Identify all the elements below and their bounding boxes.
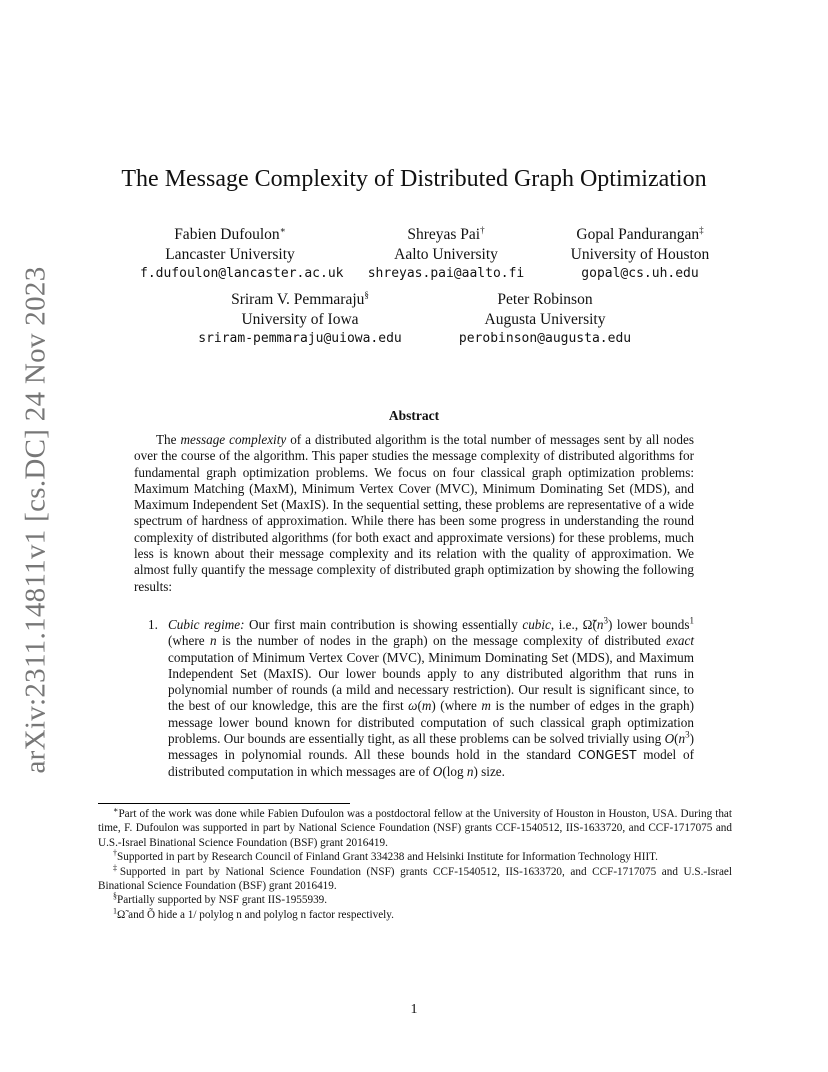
abstract-paragraph: The message complexity of a distributed algorithm is the total number of messages sent by all nodes over the course of the algorithm. This paper studies the message complexity of distributed algorithms for fundamental graph optimization problems. We focus on four classical graph optimization problems: Maximum Matching (MaxM), Minimum Vertex Cover (MVC), Minimum Dominating Set (MDS), and Maximum Independent Set (MaxIS). In the sequential setting, these problems are representative of a wide spectrum of hardness of approximation. While there has been some progress in understanding the round complexity of distributed algorithms (for both exact and approximate versions) for these problems, much less is known about their message complexity and its relation with the quality of approximation. We almost fully quantify the message complexity of distributed graph optimization by showing the following results: (134, 432, 694, 594)
author-email[interactable]: shreyas.pai@aalto.fi (367, 266, 525, 281)
author-footnote-mark: † (480, 224, 485, 235)
author-affiliation: Lancaster University (165, 245, 295, 263)
paper-title: The Message Complexity of Distributed Graph Optimization (121, 166, 707, 192)
author-name: Gopal Pandurangan (576, 226, 700, 243)
list-item-number: 1. (148, 617, 158, 632)
author-email[interactable]: f.dufoulon@lancaster.ac.uk (140, 266, 344, 281)
arxiv-side-label: arXiv:2311.14811v1 [cs.DC] 24 Nov 2023 (19, 266, 52, 774)
page-number: 1 (410, 1002, 418, 1017)
author-affiliation: University of Iowa (241, 310, 359, 328)
author-affiliation: University of Houston (570, 245, 710, 263)
footnote: $^1$Ω̃ and Õ hide a 1/ polylog n and polylog n factor respectively. (113, 906, 394, 921)
footnote: †Supported in part by Research Council of Finland Grant 334238 and Helsinki Institute for Information Technology HIIT. (113, 848, 658, 864)
congest-model: CONGEST (577, 748, 637, 763)
author-block-3 (550, 225, 730, 284)
author-footnote-mark: § (364, 289, 369, 300)
author-footnote-mark: ∗ (279, 224, 286, 235)
author-affiliation: Aalto University (394, 245, 498, 263)
author-name: Fabien Dufoulon (174, 226, 280, 243)
footnote: ‡Supported in part by National Science Foundation (NSF) grants CCF-1540512, IIS-1633720, and CCF-1717075 and U.S.-Israel Binational Science Foundation (BSF) grant 2016419. (98, 862, 733, 893)
author-block-5 (445, 290, 645, 349)
results-list (148, 617, 694, 780)
footnote-divider (98, 803, 350, 804)
author-block-2 (356, 225, 536, 284)
abstract-heading: Abstract (388, 408, 440, 423)
list-item: Cubic regime: Our first main contribution is showing essentially cubic, i.e., $\Omegã(n^3)$ lower bounds$^1$ (where n is the number of nodes in the graph) on the message complexity of distributed exact computation of Minimum Vertex Cover (MVC), Minimum Dominating Set (MDS), and Maximum Independent Set (MaxIS). Our lower bounds apply to any distributed algorithm that runs in polynomial number of rounds (a mild and necessary restriction). Our result is significant since, to the best of our knowledge, this are the first ω(m) (where m is the number of edges in the graph) message lower bound known for distributed computation of such classical graph optimization problems. Our bounds are essentially tight, as all these problems can be solved trivially using $O(n^3)$ messages in polynomial rounds. All these bounds hold in the standard CONGEST model of distributed computation in which messages are of O(log n) size. (168, 615, 694, 779)
footnote: §Partially supported by NSF grant IIS-1955939. (113, 891, 328, 907)
author-email[interactable]: gopal@cs.uh.edu (581, 266, 699, 281)
author-name: Shreyas Pai (407, 226, 481, 243)
footnote: ∗Part of the work was done while Fabien Dufoulon was a postdoctoral fellow at the University of Houston in Houston, USA. During that time, F. Dufoulon was supported in part by National Science Foundation (NSF) grants CCF-1540512, IIS-1633720, and CCF-1717075 and U.S.-Israel Binational Science Foundation (BSF) grant 2016419. (98, 805, 732, 849)
author-email[interactable]: perobinson@augusta.edu (458, 331, 632, 346)
author-footnote-mark: ‡ (699, 224, 704, 235)
footnote-ref[interactable]: 1 (689, 615, 694, 626)
author-name: Peter Robinson (497, 291, 593, 308)
author-affiliation: Augusta University (484, 310, 606, 328)
author-block-4 (190, 290, 410, 349)
emphasis: message complexity (180, 432, 287, 447)
abstract-body (134, 432, 694, 595)
math-omega-tilde: Ω̃ (582, 617, 593, 632)
footnotes (98, 807, 732, 922)
author-block-1 (140, 224, 344, 284)
author-name: Sriram V. Pemmaraju (231, 291, 365, 308)
author-email[interactable]: sriram-pemmaraju@uiowa.edu (198, 331, 402, 346)
